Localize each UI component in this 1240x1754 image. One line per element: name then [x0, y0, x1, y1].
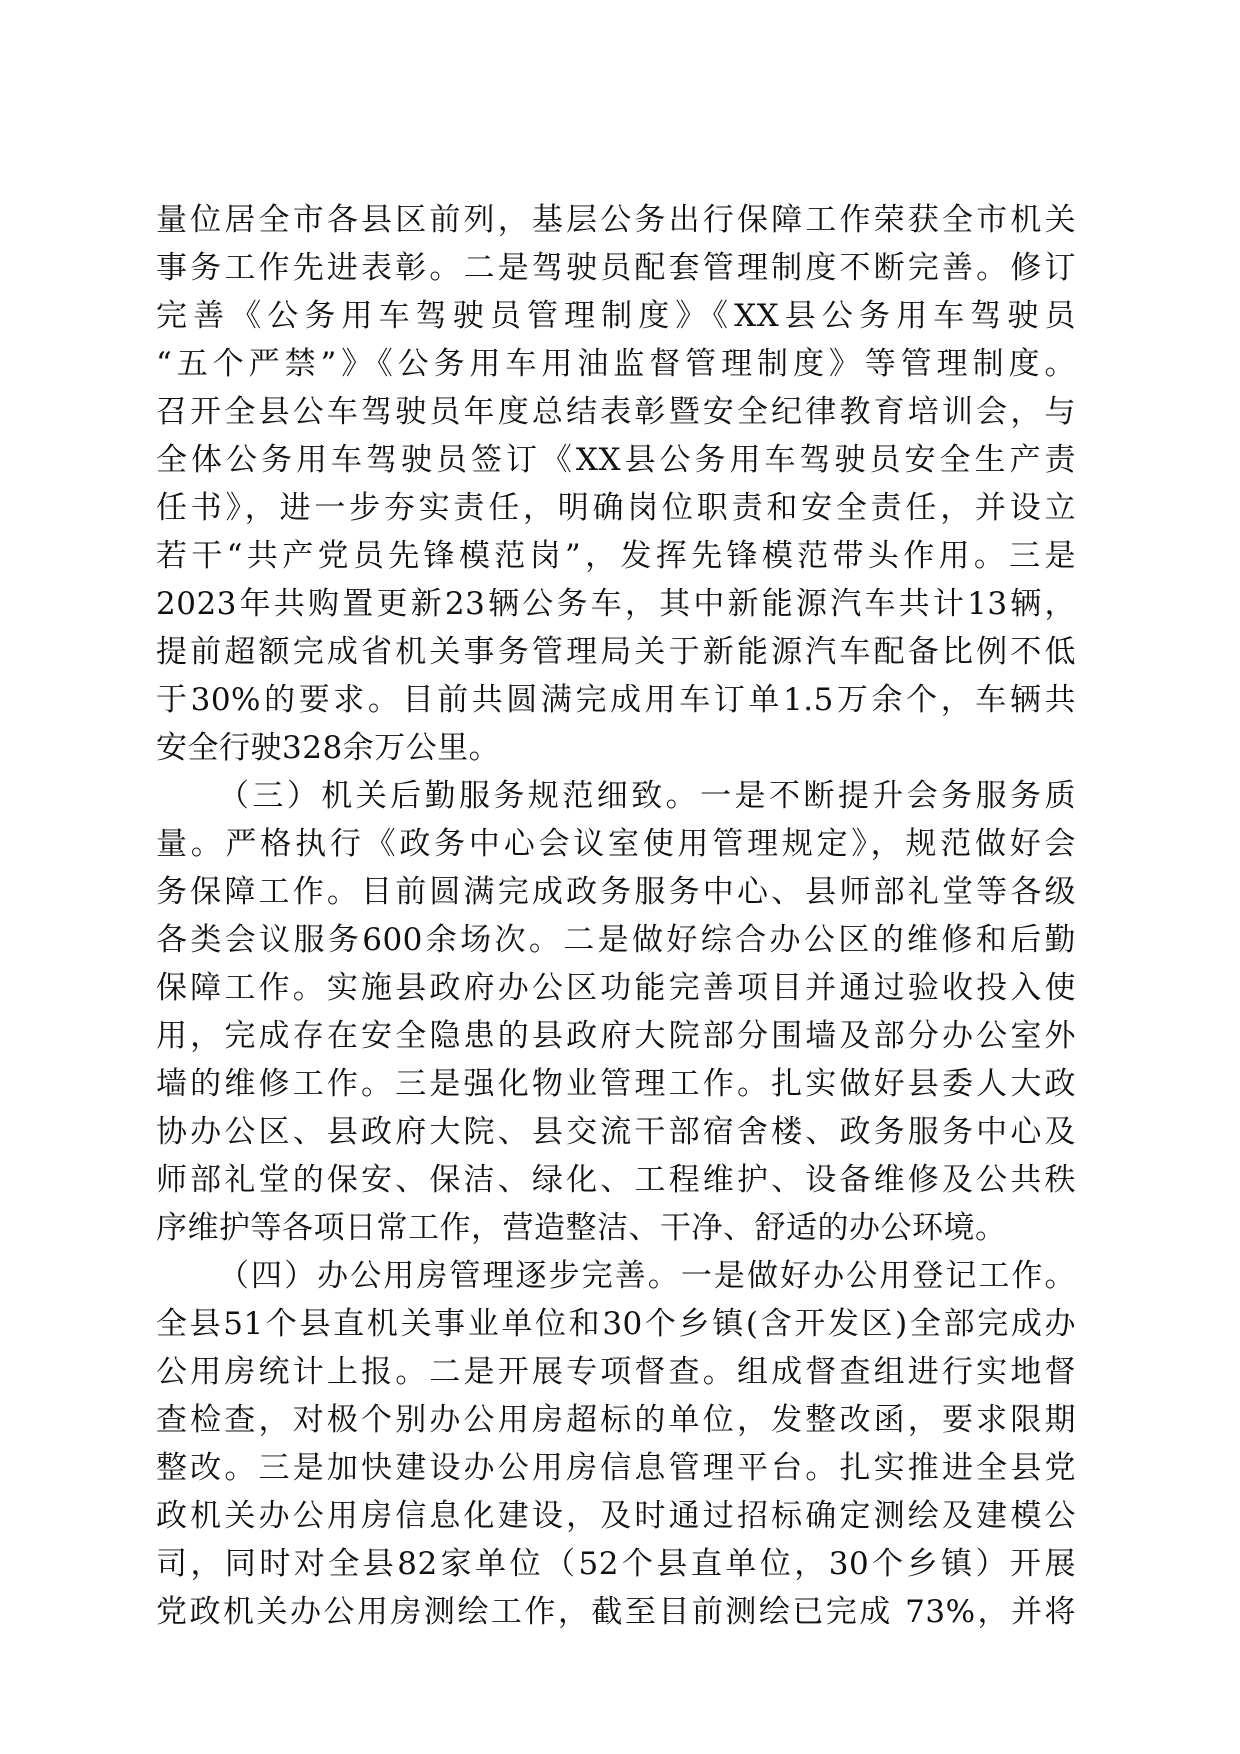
paragraph-heading-line: （三）机关后勤服务规范细致。一是不断提升会务服务质: [218, 778, 1076, 814]
body-text-line: 量位居全市各县区前列，基层公务出行保障工作荣获全市机关: [156, 202, 1076, 238]
body-text-line: 保障工作。实施县政府办公区功能完善项目并通过验收投入使: [156, 970, 1076, 1006]
body-text-line: 量。严格执行《政务中心会议室使用管理规定》，规范做好会: [156, 826, 1076, 862]
body-text-line: 提前超额完成省机关事务管理局关于新能源汽车配备比例不低: [156, 634, 1076, 670]
body-text-line: 政机关办公用房信息化建设，及时通过招标确定测绘及建模公: [156, 1498, 1076, 1534]
body-text-line: 司，同时对全县82家单位（52个县直单位，30个乡镇）开展: [156, 1546, 1076, 1582]
body-text-line: 全体公务用车驾驶员签订《XX县公务用车驾驶员安全生产责: [156, 442, 1076, 478]
body-text-line: 召开全县公车驾驶员年度总结表彰暨安全纪律教育培训会，与: [156, 394, 1076, 430]
body-text-line: 各类会议服务600余场次。二是做好综合办公区的维修和后勤: [156, 922, 1076, 958]
body-text-line: 公用房统计上报。二是开展专项督查。组成督查组进行实地督: [156, 1354, 1076, 1390]
body-text-line: 墙的维修工作。三是强化物业管理工作。扎实做好县委人大政: [156, 1066, 1076, 1102]
body-text-line: 于30%的要求。目前共圆满完成用车订单1.5万余个，车辆共: [156, 682, 1076, 718]
body-text-line: 安全行驶328余万公里。: [156, 730, 501, 766]
body-text-line: 全县51个县直机关事业单位和30个乡镇(含开发区)全部完成办: [156, 1306, 1076, 1342]
body-text-line: 若干“共产党员先锋模范岗”，发挥先锋模范带头作用。三是: [156, 538, 1076, 574]
body-text-line: “五个严禁”》《公务用车用油监督管理制度》等管理制度。: [156, 346, 1076, 382]
body-text-line: 任书》，进一步夯实责任，明确岗位职责和安全责任，并设立: [156, 490, 1076, 526]
body-text-line: 完善《公务用车驾驶员管理制度》《XX县公务用车驾驶员: [156, 298, 1076, 334]
body-text-line: 党政机关办公用房测绘工作，截至目前测绘已完成 73%，并将: [156, 1594, 1076, 1630]
body-text-line: 事务工作先进表彰。二是驾驶员配套管理制度不断完善。修订: [156, 250, 1076, 286]
body-text-line: 2023年共购置更新23辆公务车，其中新能源汽车共计13辆，: [156, 586, 1076, 622]
paragraph-heading-line: （四）办公用房管理逐步完善。一是做好办公用登记工作。: [218, 1258, 1076, 1294]
body-text-line: 协办公区、县政府大院、县交流干部宿舍楼、政务服务中心及: [156, 1114, 1076, 1150]
body-text-line: 用，完成存在安全隐患的县政府大院部分围墙及部分办公室外: [156, 1018, 1076, 1054]
body-text-line: 序维护等各项日常工作，营造整洁、干净、舒适的办公环境。: [156, 1210, 1007, 1246]
body-text-line: 务保障工作。目前圆满完成政务服务中心、县师部礼堂等各级: [156, 874, 1076, 910]
body-text-line: 整改。三是加快建设办公用房信息管理平台。扎实推进全县党: [156, 1450, 1076, 1486]
body-text-line: 查检查，对极个别办公用房超标的单位，发整改函，要求限期: [156, 1402, 1076, 1438]
body-text-line: 师部礼堂的保安、保洁、绿化、工程维护、设备维修及公共秩: [156, 1162, 1076, 1198]
document-body: [156, 196, 1076, 1636]
